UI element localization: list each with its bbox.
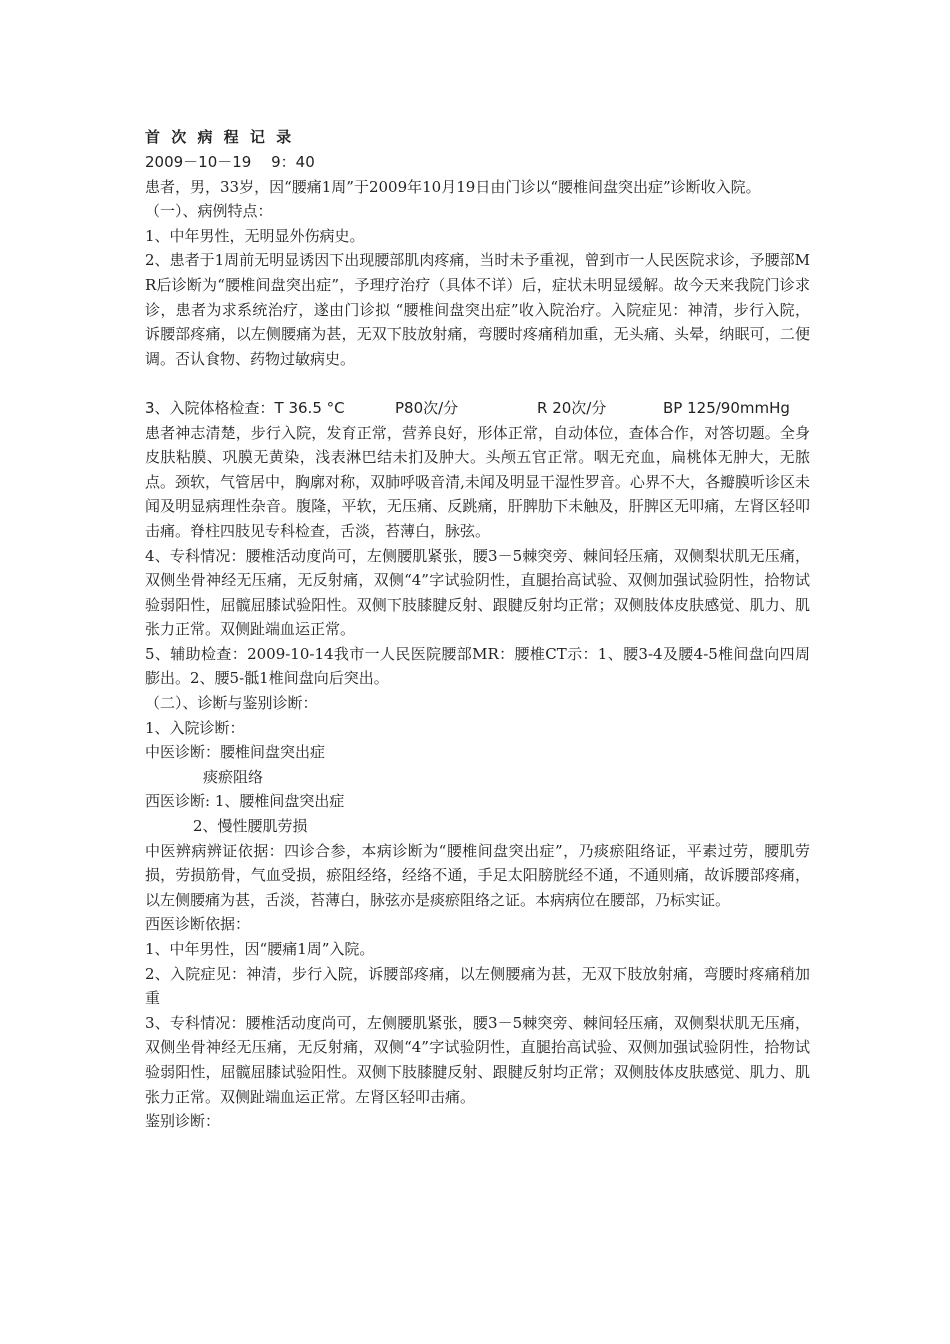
tcm-diagnosis-syndrome: 痰瘀阻络 xyxy=(203,767,264,786)
tcm-diagnosis: 中医诊断：腰椎间盘突出症 xyxy=(145,743,326,762)
vitals-temperature: 3、入院体格检查：T 36.5 °C xyxy=(145,398,345,417)
case-point-1: 1、中年男性，无明显外伤病史。 xyxy=(145,226,365,245)
case-point-2: 2、患者于1周前无明显诱因下出现腰部肌肉疼痛，当时未予重视，曾到市一人民医院求诊，予腰部MR后诊断为“腰椎间盘突出症”，予理疗治疗（具体不详）后，症状未明显缓解。故今天来我院门诊求诊，患者为求系统治疗，遂由门诊拟 “腰椎间盘突出症”收入院治疗。入院症见：神清，步行入院，诉腰部疼痛，以左侧腰痛为甚，无双下肢放射痛，弯腰时疼痛稍加重，无头痛、头晕，纳眠可，二便调。否认食物、药物过敏病史。 xyxy=(145,251,810,368)
western-basis-1: 1、中年男性，因“腰痛1周”入院。 xyxy=(145,940,375,958)
vitals-pulse: P80次/分 xyxy=(395,398,459,417)
western-diagnosis-2: 2、慢性腰肌劳损 xyxy=(193,817,308,836)
intro-paragraph: 患者，男，33岁，因“腰痛1周”于2009年10月19日由门诊以“腰椎间盘突出症”诊断收入院。 xyxy=(145,177,761,196)
case-point-4: 4、专科情况：腰椎活动度尚可，左侧腰肌紧张，腰3－5棘突旁、棘间轻压痛，双侧梨状肌无压痛，双侧坐骨神经无压痛，无反射痛，双侧“4”字试验阴性，直腿抬高试验、双侧加强试验阴性，拾物试验弱阳性，屈髋屈膝试验阳性。双侧下肢膝腱反射、跟腱反射均正常；双侧肢体皮肤感觉、肌力、肌张力正常。双侧趾端血运正常。 xyxy=(145,546,810,639)
record-title: 首 次 病 程 记 录 xyxy=(145,128,295,146)
vitals-respiration: R 20次/分 xyxy=(537,398,607,417)
admission-diagnosis-title: 1、入院诊断： xyxy=(145,718,245,737)
differential-diagnosis-title: 鉴别诊断： xyxy=(145,1112,221,1131)
western-basis-3: 3、专科情况：腰椎活动度尚可，左侧腰肌紧张，腰3－5棘突旁、棘间轻压痛，双侧梨状肌无压痛，双侧坐骨神经无压痛，无反射痛，双侧“4”字试验阴性，直腿抬高试验、双侧加强试验阴性，拾物试验弱阳性，屈髋屈膝试验阳性。双侧下肢膝腱反射、跟腱反射均正常；双侧肢体皮肤感觉、肌力、肌张力正常。双侧趾端血运正常。左肾区轻叩击痛。 xyxy=(145,1013,810,1106)
western-basis-title: 西医诊断依据： xyxy=(145,915,251,934)
western-basis-2: 2、入院症见：神清，步行入院，诉腰部疼痛，以左侧腰痛为甚，无双下肢放射痛，弯腰时疼痛稍加重 xyxy=(145,964,810,1008)
vitals-blood-pressure: BP 125/90mmHg xyxy=(663,398,790,417)
section-case-features: （一）、病例特点： xyxy=(145,202,273,221)
western-diagnosis: 西医诊断: 1、腰椎间盘突出症 xyxy=(145,792,345,811)
vital-signs-row xyxy=(145,396,810,421)
medical-record-page xyxy=(145,124,810,1134)
tcm-basis-paragraph: 中医辨病辨证依据：四诊合参，本病诊断为“腰椎间盘突出症”，乃痰瘀阻络证，平素过劳，腰肌劳损，劳损筋骨，气血受损，瘀阻经络，经络不通，手足太阳膀胱经不通，不通则痛，故诉腰部疼痛，以左侧腰痛为甚，舌淡，苔薄白，脉弦亦是痰瘀阻络之证。本病病位在腰部，乃标实证。 xyxy=(145,841,810,909)
physical-exam-paragraph: 患者神志清楚，步行入院，发育正常，营养良好，形体正常，自动体位，查体合作，对答切题。全身皮肤粘膜、巩膜无黄染，浅表淋巴结未扪及肿大。头颅五官正常。咽无充血，扁桃体无肿大，无脓点。颈软，气管居中，胸廓对称，双肺呼吸音清,未闻及明显干湿性罗音。心界不大，各瓣膜听诊区未闻及明显病理性杂音。腹隆，平软，无压痛、反跳痛，肝脾肋下未触及，肝脾区无叩痛，左肾区轻叩击痛。脊柱四肢见专科检查，舌淡，苔薄白，脉弦。 xyxy=(145,423,810,540)
case-point-5: 5、辅助检查：2009-10-14我市一人民医院腰部MR：腰椎CT示：1、腰3-4及腰4-5椎间盘向四周膨出。2、腰5-骶1椎间盘向后突出。 xyxy=(145,644,810,688)
blank-line xyxy=(145,371,810,396)
section-diagnosis: （二）、诊断与鉴别诊断： xyxy=(145,694,318,713)
record-datetime: 2009－10－19 9：40 xyxy=(145,153,315,171)
